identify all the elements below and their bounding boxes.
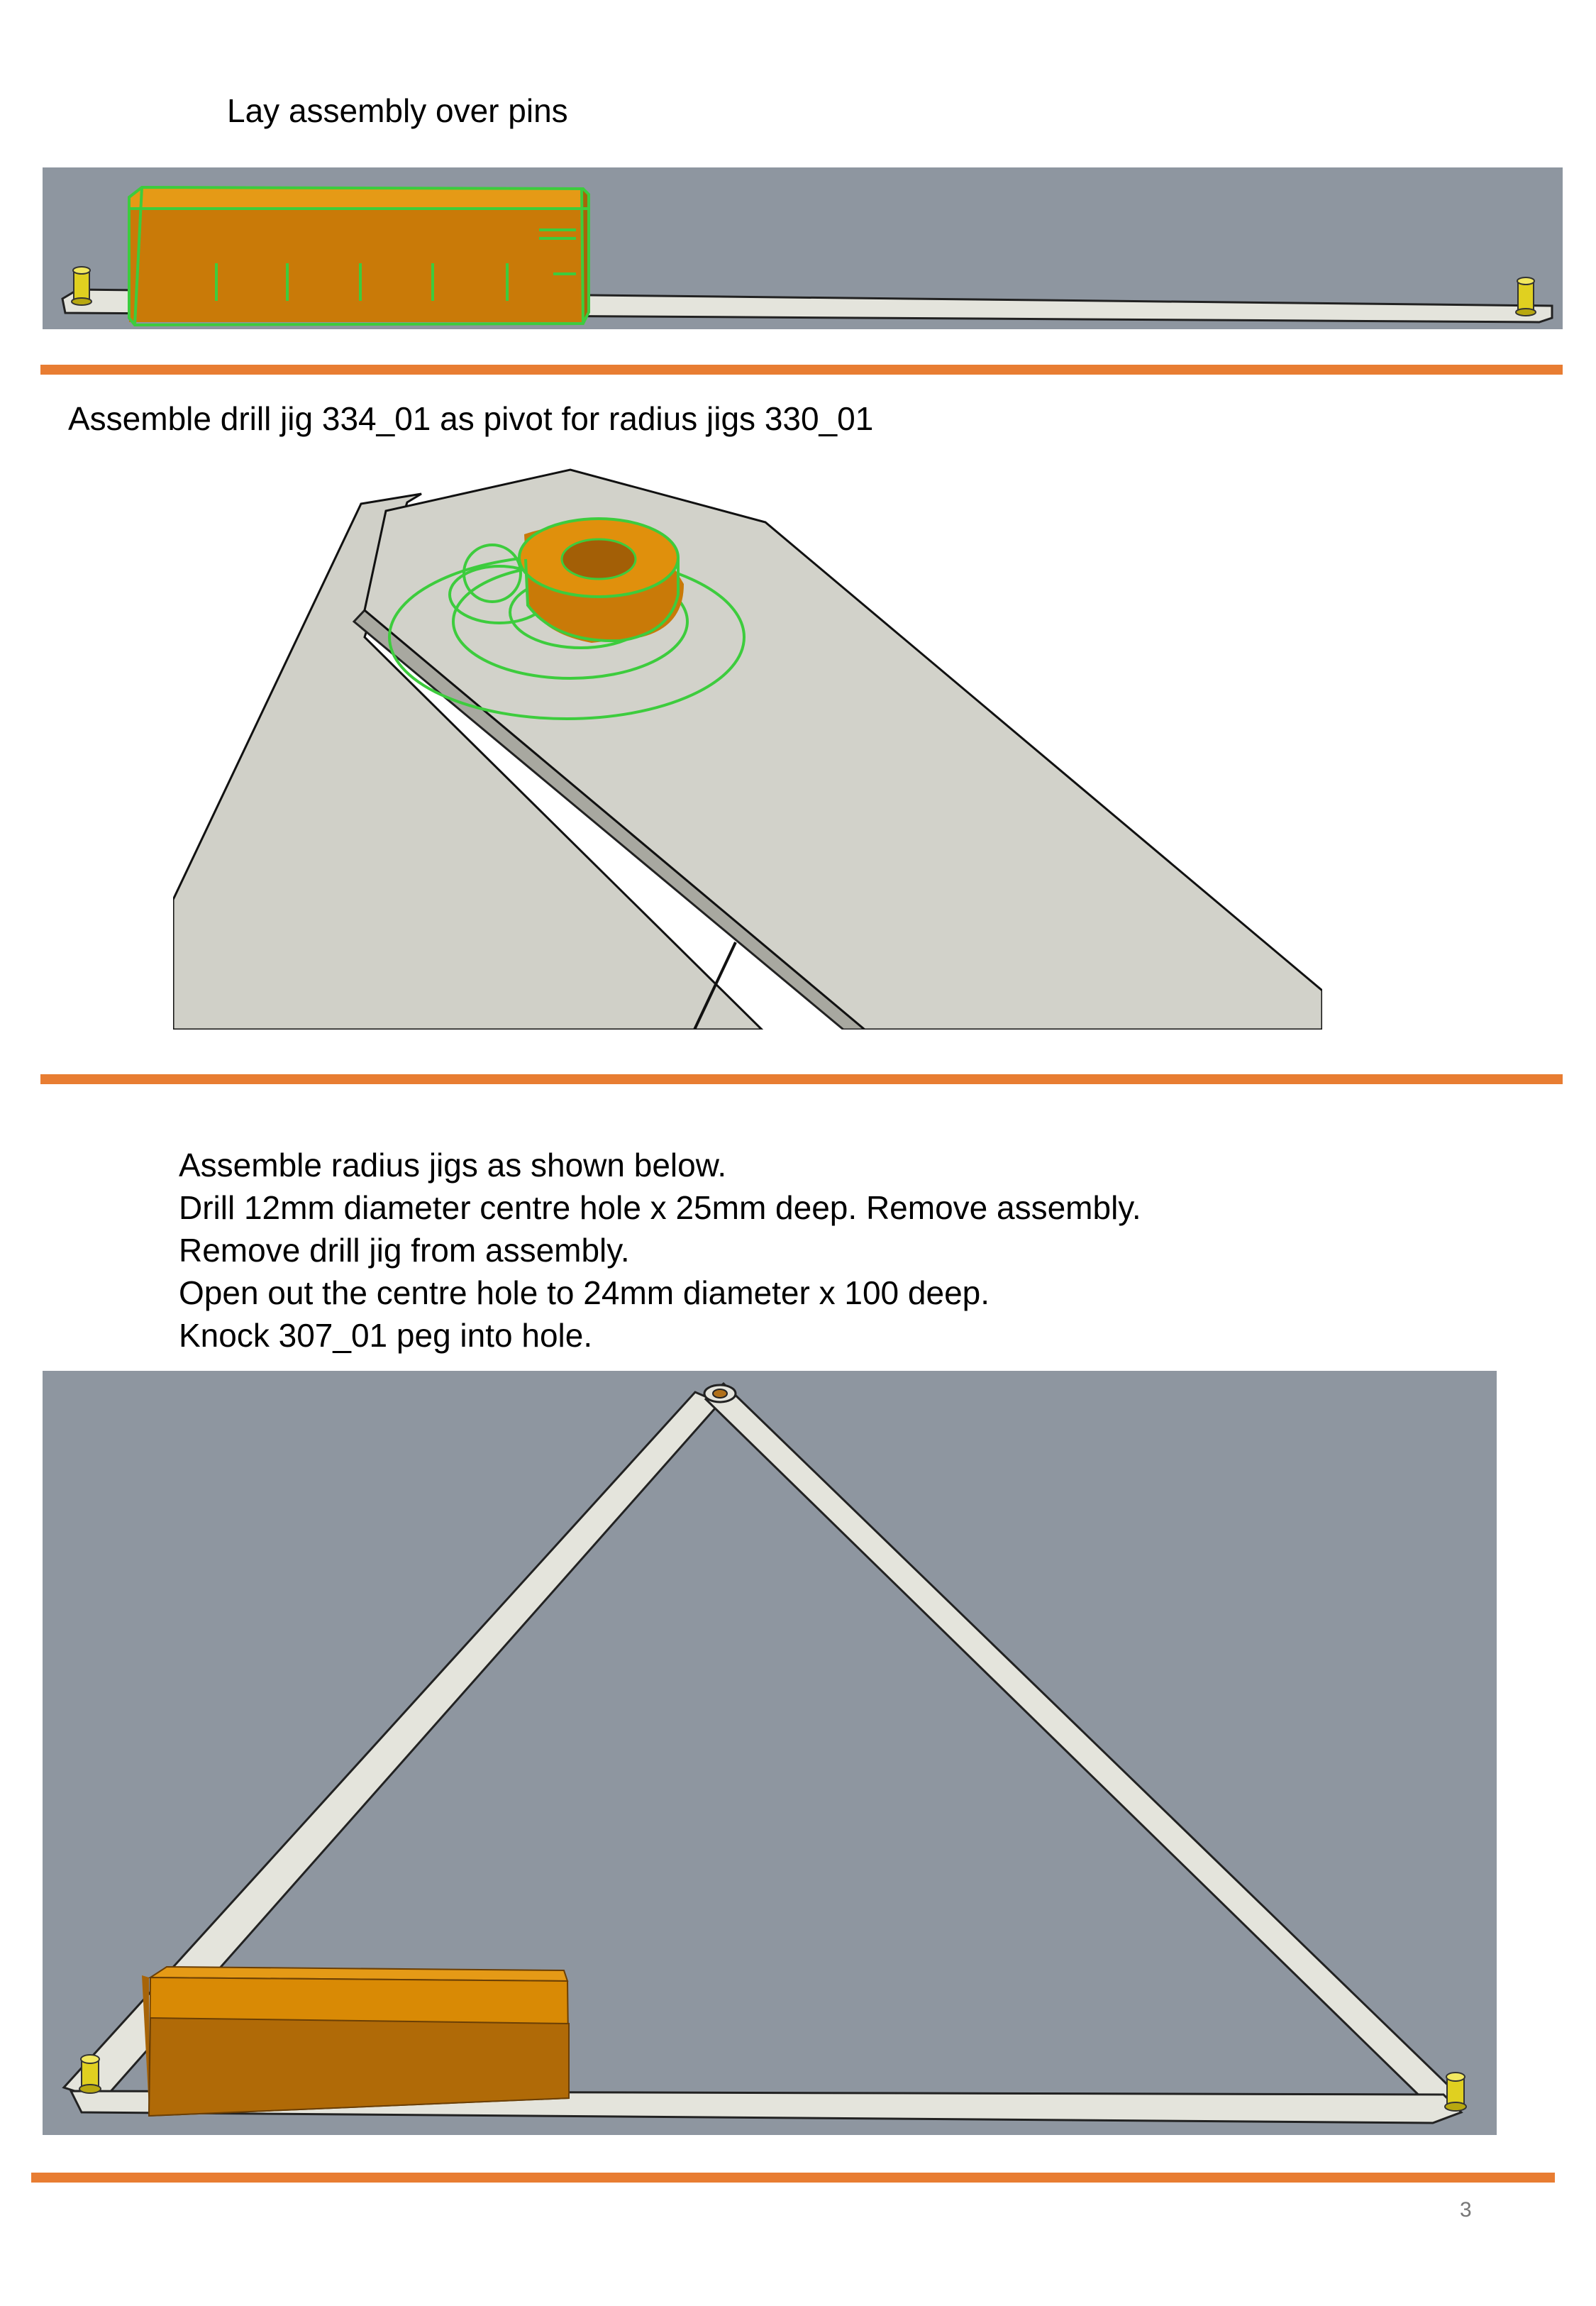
left-pin (72, 267, 92, 305)
instruction-line-2: Drill 12mm diameter centre hole x 25mm deep. Remove assembly. (179, 1189, 1141, 1226)
left-pin (79, 2055, 101, 2093)
orange-divider-3 (31, 2173, 1555, 2183)
page-number: 3 (1460, 2198, 1472, 2222)
figure-pivot-drill-jig (173, 460, 1322, 1030)
instruction-line-3: Remove drill jig from assembly. (179, 1232, 630, 1269)
figure-assembly-over-pins (43, 167, 1563, 329)
right-pin (1516, 277, 1536, 316)
section3-instructions (179, 1144, 1141, 1357)
drill-jig-block (129, 187, 589, 325)
section1-heading: Lay assembly over pins (227, 92, 568, 129)
section2-heading: Assemble drill jig 334_01 as pivot for radius jigs 330_01 (68, 400, 874, 437)
instruction-line-4: Open out the centre hole to 24mm diameter x 100 deep. (179, 1274, 990, 1311)
figure-radius-jig-triangle (43, 1371, 1497, 2135)
orange-divider-2 (40, 1074, 1563, 1084)
instruction-line-1: Assemble radius jigs as shown below. (179, 1147, 727, 1184)
drill-jig-block (142, 1967, 569, 2116)
orange-divider-1 (40, 365, 1563, 375)
apex-pivot (704, 1385, 736, 1402)
instruction-line-5: Knock 307_01 peg into hole. (179, 1317, 593, 1354)
right-pin (1445, 2073, 1466, 2111)
